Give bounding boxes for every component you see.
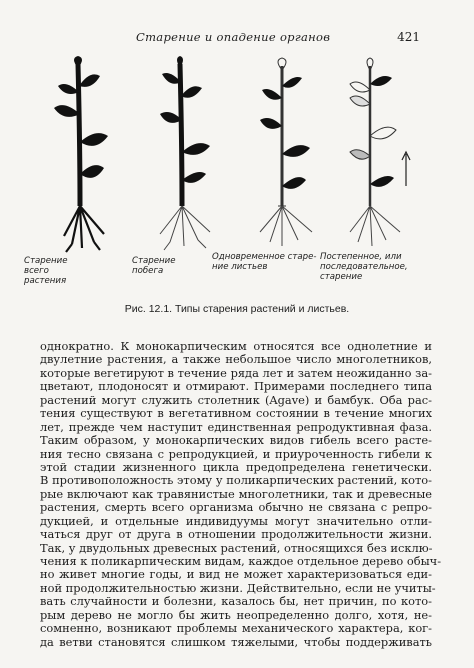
text-line: тения существуют в вегетативном состоянии в течение многих [40,406,432,421]
panel-label-whole-plant: Старение всего растения [24,256,68,286]
text-line: чения к поликарпическим видам, каждое отдельное дерево обыч- [40,554,442,568]
text-line: дукцией, и отдельные индивидуумы могут значительно отли- [40,513,432,528]
text-line: рые включают как травянистые многолетники, так и древесные [40,486,432,501]
plant-4-sequential [350,58,410,246]
text-line: ния тесно связана с репродукцией, и приуроченность гибели к [40,446,432,461]
panel-label-shoot: Старение побега [132,256,176,276]
text-line: В противоположность этому у поликарпических растений, кото- [40,473,432,488]
running-header [40,30,420,48]
text-line: Так, у двудольных древесных растений, относящихся без исклю- [40,540,433,555]
running-title: Старение и опадение органов [136,30,331,44]
text-line: сомненно, возникают проблемы механического характера, ког- [40,621,432,636]
text-line: растений могут служить столетник (Agave) и бамбук. Оба рас- [40,392,432,407]
text-line: ной продолжительностью жизни. Действительно, если не учиты- [40,580,436,595]
text-line: которые вегетируют в течение ряда лет и затем неожиданно за- [40,365,432,380]
plant-1-whole-dark [54,56,108,252]
text-line: цветают, плодоносят и отмирают. Примерами последнего типа [40,379,432,394]
figure-plant-senescence [20,56,460,286]
page-number: 421 [397,30,420,44]
text-line: однократно. К монокарпическим относятся все однолетние и [40,339,432,353]
text-line: этой стадии жизненного цикла предопределена генетически. [40,459,432,474]
text-line: Таким образом, у монокарпических видов гибель всего расте- [40,433,432,448]
text-line: чаться друг от друга в отношении продолжительности жизни. [40,527,432,542]
panel-label-sequential: Постепенное, или последовательное, старение [320,252,408,282]
plant-2-shoot-dark [160,56,210,250]
panel-label-simultaneous: Одновременное старе- ние листьев [212,252,317,272]
figure-caption: Рис. 12.1. Типы старения растений и листьев. [124,303,350,315]
text-line: вать случайности и болезни, казалось бы, нет причин, по кото- [40,594,432,609]
plant-3-simultaneous [260,58,312,246]
text-line: да ветви становятся слишком тяжелыми, чтобы поддерживать [40,634,432,649]
body-text [40,339,442,649]
text-line: лет, прежде чем наступит единственная репродуктивная фаза. [40,419,432,434]
text-line: растения, смерть всего организма обычно не связана с репро- [40,500,432,515]
text-line: рым дерево не могло бы жить неопределенно долго, хотя, не- [40,607,432,622]
text-line: двулетние растения, а также небольшое число многолетников, [40,352,432,367]
text-line: но живет многие годы, и вид не может характеризоваться еди- [40,567,432,582]
